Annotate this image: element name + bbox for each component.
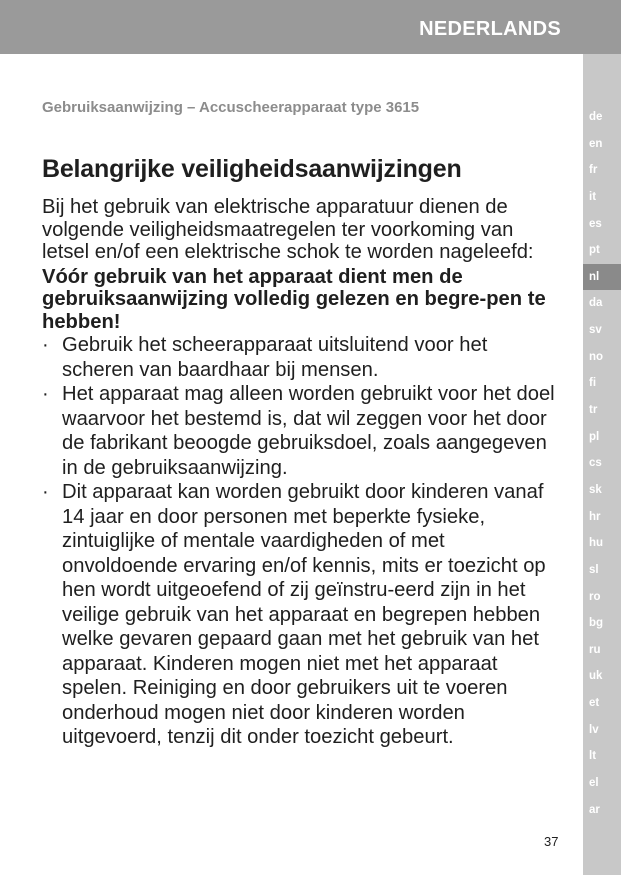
language-sidebar bbox=[583, 54, 621, 875]
language-tab-el[interactable]: el bbox=[589, 777, 599, 790]
warning-paragraph: Vóór gebruik van het apparaat dient men de gebruiksaanwijzing volledig gelezen en begre-pen te hebben! bbox=[42, 265, 546, 333]
language-tab-cs[interactable]: cs bbox=[589, 457, 602, 470]
section-heading: Belangrijke veiligheidsaanwijzingen bbox=[42, 155, 462, 183]
language-tab-bg[interactable]: bg bbox=[589, 617, 604, 630]
header-bar bbox=[0, 0, 621, 54]
intro-paragraph: Bij het gebruik van elektrische apparatuur dienen de volgende veiligheidsmaatregelen ter voorkoming van letsel en/of een elektrische schok te worden nageleefd: bbox=[42, 196, 534, 263]
language-tab-hr[interactable]: hr bbox=[589, 510, 601, 523]
language-tab-sk[interactable]: sk bbox=[589, 483, 602, 496]
language-tab-tr[interactable]: tr bbox=[589, 404, 598, 417]
list-item bbox=[42, 333, 562, 382]
language-tab-pt[interactable]: pt bbox=[589, 244, 600, 257]
bullet-dot: · bbox=[42, 383, 49, 405]
language-tab-nl[interactable]: nl bbox=[583, 264, 621, 291]
language-tab-sv[interactable]: sv bbox=[589, 324, 602, 337]
language-title: NEDERLANDS bbox=[419, 18, 561, 40]
list-item bbox=[42, 382, 562, 480]
language-tab-lv[interactable]: lv bbox=[589, 723, 599, 736]
document-subtitle: Gebruiksaanwijzing – Accuscheerapparaat type 3615 bbox=[42, 99, 420, 116]
language-tab-lt[interactable]: lt bbox=[589, 750, 597, 763]
list-item-text: Gebruik het scheerapparaat uitsluitend voor het scheren van baardhaar bij mensen. bbox=[62, 334, 488, 381]
page-number: 37 bbox=[544, 834, 559, 849]
language-tab-no[interactable]: no bbox=[589, 350, 604, 363]
language-tab-list bbox=[583, 104, 621, 823]
safety-instructions-list bbox=[42, 333, 562, 750]
bullet-dot: · bbox=[42, 481, 49, 503]
language-tab-da[interactable]: da bbox=[589, 297, 603, 310]
list-item-text: Het apparaat mag alleen worden gebruikt voor het doel waarvoor het bestemd is, dat wil zeggen voor het door de fabrikant beoogde gebruiksdoel, zoals aangegeven in de gebruiksaanwijzing. bbox=[62, 383, 555, 479]
language-tab-ro[interactable]: ro bbox=[589, 590, 601, 603]
language-tab-ru[interactable]: ru bbox=[589, 643, 601, 656]
language-tab-fr[interactable]: fr bbox=[589, 164, 598, 177]
language-tab-ar[interactable]: ar bbox=[589, 803, 600, 816]
language-tab-hu[interactable]: hu bbox=[589, 537, 604, 550]
bullet-dot: · bbox=[42, 334, 49, 356]
language-tab-en[interactable]: en bbox=[589, 137, 603, 150]
list-item bbox=[42, 480, 562, 750]
language-tab-et[interactable]: et bbox=[589, 697, 600, 710]
language-tab-fi[interactable]: fi bbox=[589, 377, 597, 390]
list-item-text: Dit apparaat kan worden gebruikt door kinderen vanaf 14 jaar en door personen met beperkte fysieke, zintuiglijke of mentale vaardigheden of met onvoldoende ervaring en/of kennis, mits er toezicht op hen wordt uitgeoefend of zij geïnstru-eerd zijn in het veilige gebruik van het apparaat en begrepen hebben welke gevaren gepaard gaan met het gebruik van het apparaat. Kinderen mogen niet met het apparaat spelen. Reiniging en door gebruikers uit te voeren onderhoud mogen niet door kinderen worden uitgevoerd, tenzij dit onder toezicht gebeurt. bbox=[62, 481, 546, 748]
language-tab-es[interactable]: es bbox=[589, 217, 602, 230]
language-tab-it[interactable]: it bbox=[589, 190, 597, 203]
body-text bbox=[42, 196, 562, 750]
language-tab-uk[interactable]: uk bbox=[589, 670, 603, 683]
language-tab-pl[interactable]: pl bbox=[589, 430, 600, 443]
language-tab-sl[interactable]: sl bbox=[589, 563, 599, 576]
language-tab-de[interactable]: de bbox=[589, 111, 603, 123]
